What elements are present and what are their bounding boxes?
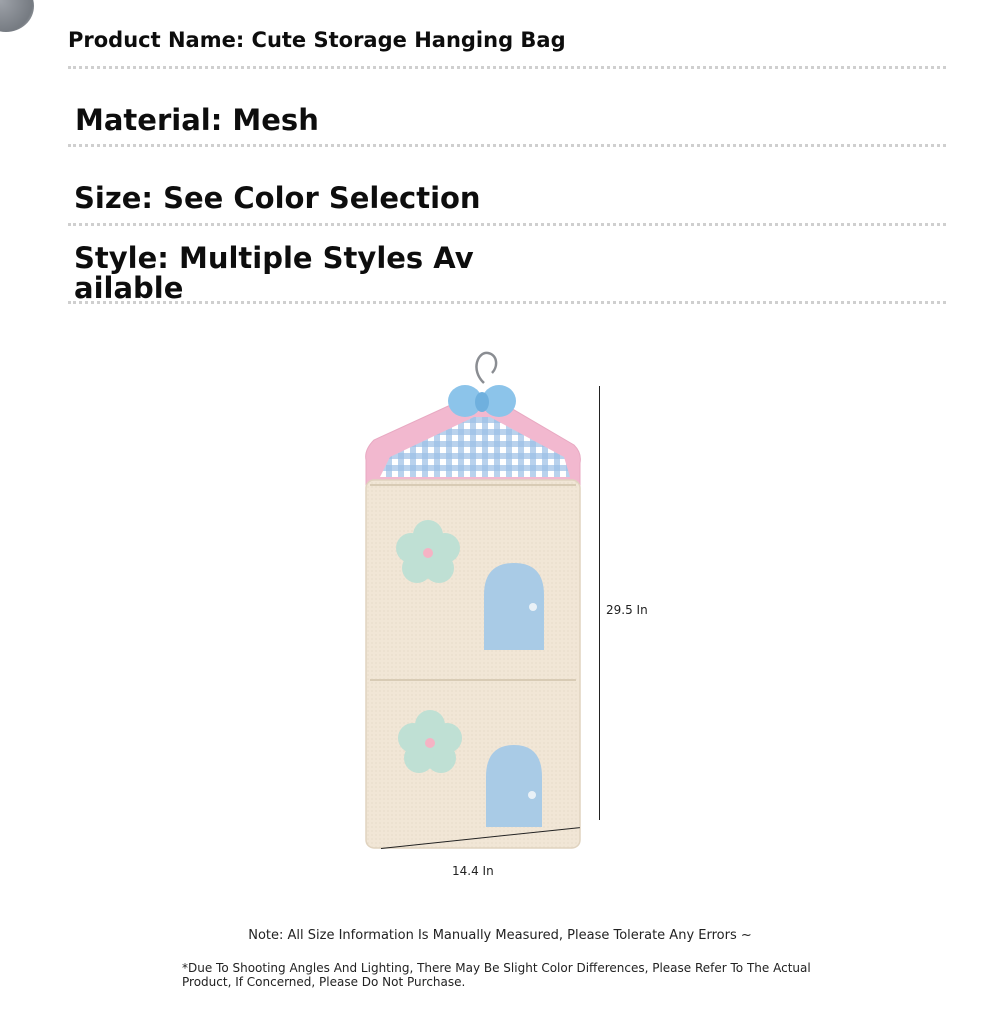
divider: [68, 223, 946, 226]
height-dimension-line: [599, 386, 600, 820]
material-text: Material: Mesh: [75, 103, 319, 137]
door-icon: [484, 563, 544, 650]
corner-decoration: [0, 0, 34, 32]
hanger-hook-icon: [476, 353, 496, 383]
divider: [68, 301, 946, 304]
door-icon: [486, 745, 542, 827]
size-text: Size: See Color Selection: [74, 181, 481, 215]
divider: [68, 66, 946, 69]
product-name-text: Product Name: Cute Storage Hanging Bag: [68, 28, 566, 52]
width-label: 14.4 In: [452, 864, 494, 878]
hanging-bag-image: [350, 345, 610, 865]
measurement-note: Note: All Size Information Is Manually Measured, Please Tolerate Any Errors ~: [248, 928, 752, 943]
color-disclaimer: *Due To Shooting Angles And Lighting, There May Be Slight Color Differences, Please Refer To The Actual Product, If Concerned, Please Do Not Purchase.: [182, 961, 811, 989]
divider: [68, 144, 946, 147]
style-text: Style: Multiple Styles Av ailable: [74, 241, 474, 306]
height-label: 29.5 In: [606, 603, 648, 617]
bag-body: [366, 480, 580, 848]
